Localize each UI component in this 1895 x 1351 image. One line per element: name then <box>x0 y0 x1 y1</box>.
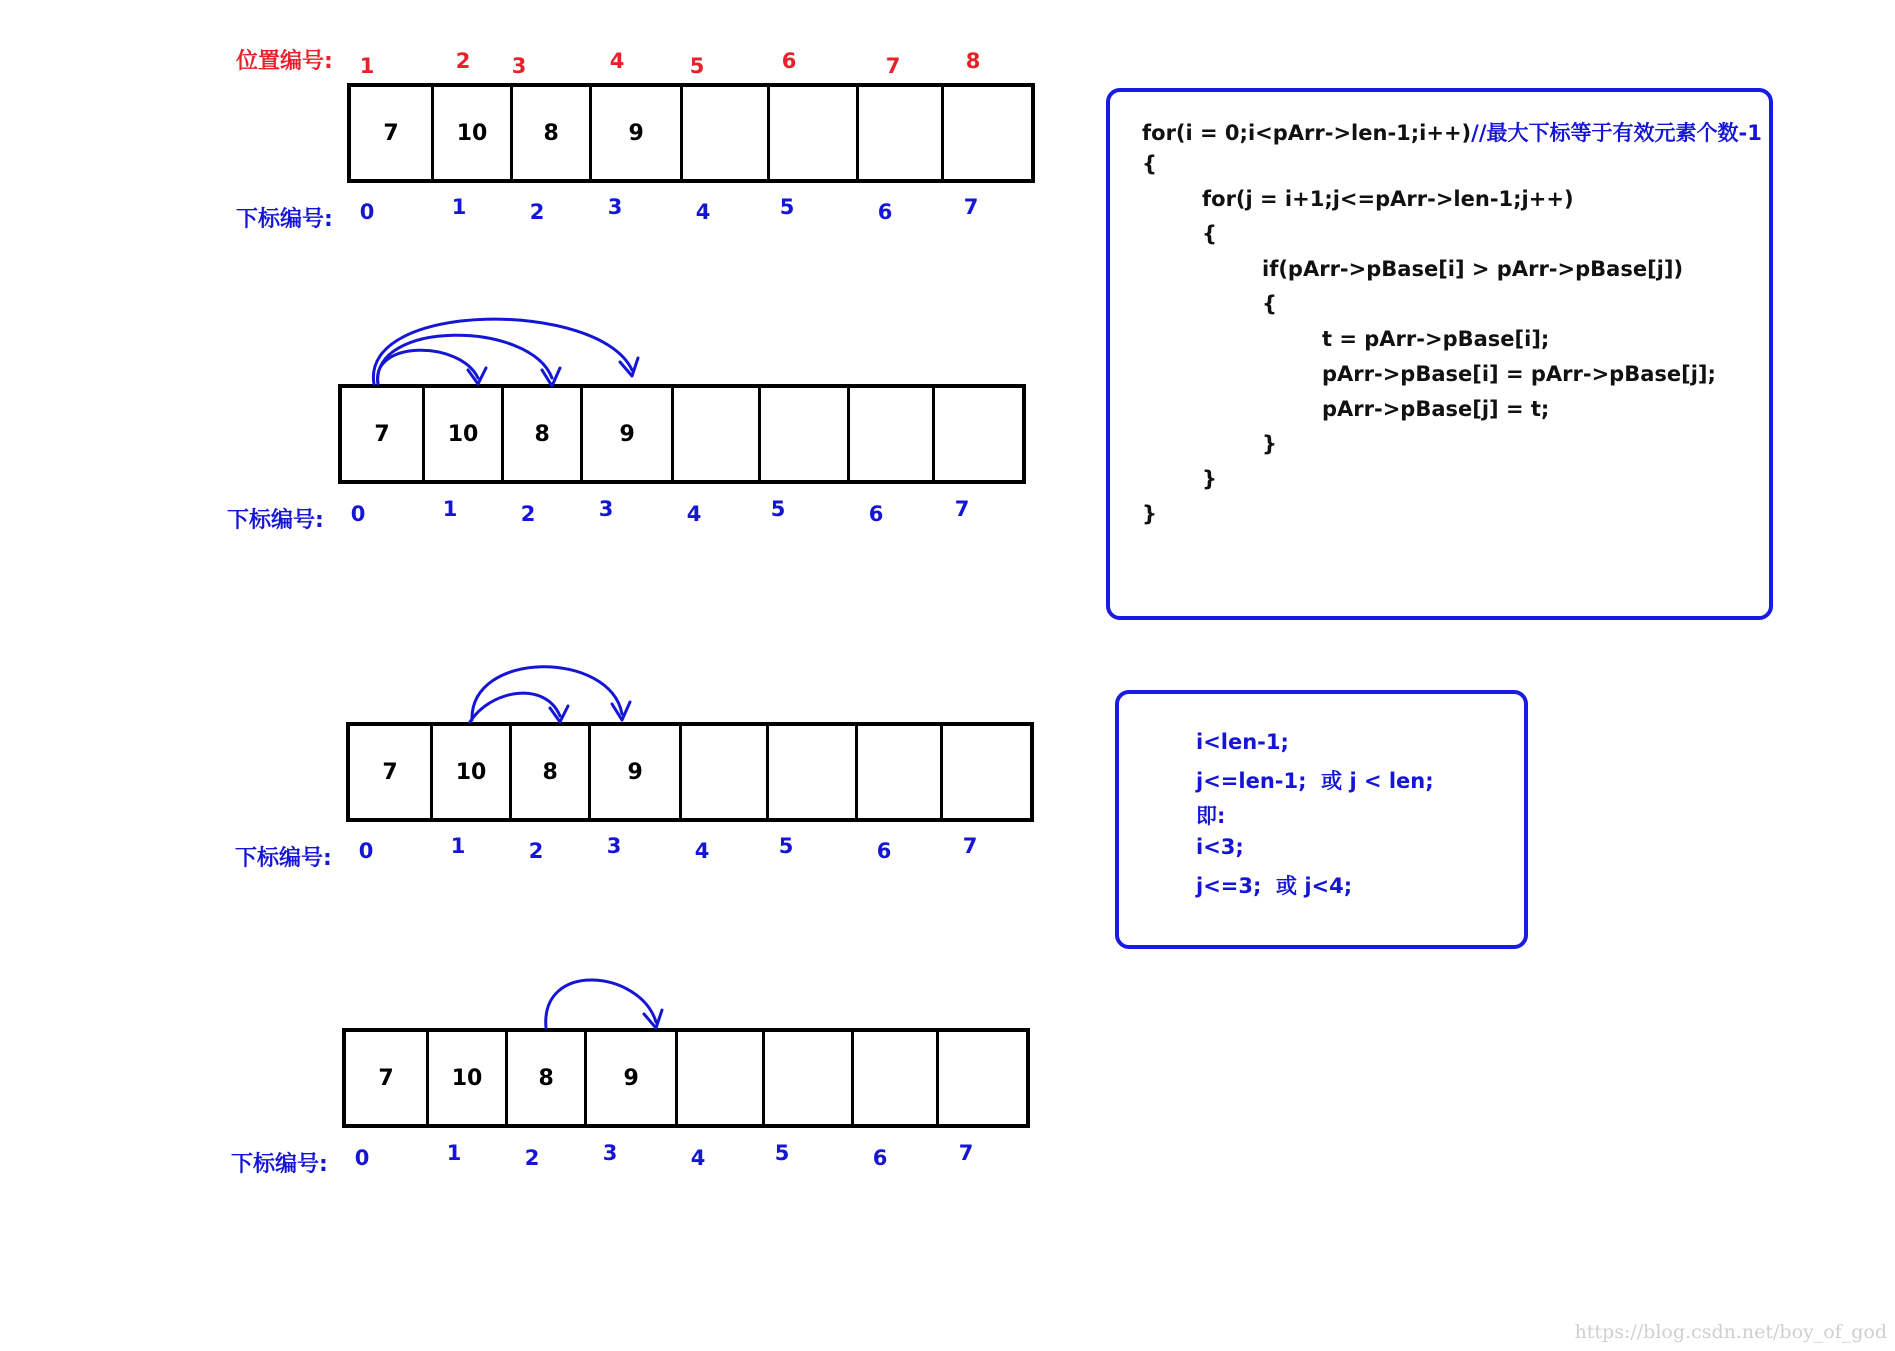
array-diagram-1 <box>347 83 1035 183</box>
array-cell <box>943 726 1030 818</box>
position-number: 6 <box>781 49 797 73</box>
code-text: if(pArr->pBase[i] > pArr->pBase[j]) <box>1262 257 1684 281</box>
arrowhead <box>550 706 568 722</box>
array-cell: 9 <box>583 388 674 480</box>
arrow-0-to-3 <box>373 319 632 384</box>
index-number: 1 <box>442 497 458 521</box>
array-cell: 10 <box>434 87 513 179</box>
index-number: 0 <box>358 839 374 863</box>
array-cell <box>678 1032 765 1124</box>
code-line <box>1202 222 1217 246</box>
array-cell: 9 <box>587 1032 678 1124</box>
index-number: 4 <box>695 200 711 224</box>
notes-box <box>1115 690 1528 949</box>
index-number: 5 <box>778 834 794 858</box>
array-cell: 8 <box>512 726 591 818</box>
array-cell <box>858 726 943 818</box>
code-line <box>1202 467 1217 491</box>
array-cell: 10 <box>433 726 512 818</box>
index-number: 3 <box>602 1141 618 1165</box>
arrowhead <box>468 368 486 384</box>
index-number: 6 <box>877 200 893 224</box>
array-diagram-4 <box>342 1028 1030 1128</box>
index-number: 3 <box>607 195 623 219</box>
arrowhead <box>620 358 638 376</box>
index-number: 4 <box>686 502 702 526</box>
index-label: 下标编号: <box>235 846 332 871</box>
code-text: } <box>1202 467 1217 491</box>
array-cell: 7 <box>342 388 425 480</box>
index-number: 1 <box>451 195 467 219</box>
array-cell <box>850 388 935 480</box>
index-number: 7 <box>954 497 970 521</box>
array-cell <box>769 726 858 818</box>
index-number: 5 <box>770 497 786 521</box>
index-number: 7 <box>962 834 978 858</box>
index-number: 7 <box>958 1141 974 1165</box>
code-box <box>1106 88 1773 620</box>
arrowhead <box>644 1010 662 1028</box>
position-number: 1 <box>359 54 375 78</box>
code-line <box>1322 362 1716 386</box>
index-number: 6 <box>872 1146 888 1170</box>
index-number: 7 <box>963 195 979 219</box>
index-number: 0 <box>359 200 375 224</box>
code-text: pArr->pBase[j] = t; <box>1322 397 1550 421</box>
index-number: 2 <box>528 839 544 863</box>
array-cell: 7 <box>351 87 434 179</box>
array-cell <box>761 388 850 480</box>
array-cell <box>944 87 1031 179</box>
position-number: 2 <box>455 49 471 73</box>
array-cell <box>682 726 769 818</box>
arrow-0-to-1 <box>377 350 478 384</box>
array-cell <box>859 87 944 179</box>
code-text: { <box>1142 152 1157 176</box>
code-text: { <box>1202 222 1217 246</box>
code-line <box>1202 187 1574 211</box>
index-number: 3 <box>598 497 614 521</box>
code-text: } <box>1262 432 1277 456</box>
array-diagram-2 <box>338 384 1026 484</box>
index-number: 1 <box>446 1141 462 1165</box>
watermark: https://blog.csdn.net/boy_of_god <box>1574 1321 1887 1343</box>
array-cell: 8 <box>513 87 592 179</box>
arrow-2-to-3 <box>546 980 656 1028</box>
array-cell <box>854 1032 939 1124</box>
code-line <box>1142 152 1157 176</box>
code-line <box>1262 432 1277 456</box>
code-text: pArr->pBase[i] = pArr->pBase[j]; <box>1322 362 1716 386</box>
index-label: 下标编号: <box>231 1152 328 1177</box>
index-number: 2 <box>529 200 545 224</box>
array-diagram-3 <box>346 722 1034 822</box>
position-number: 8 <box>965 49 981 73</box>
code-comment: //最大下标等于有效元素个数-1 <box>1471 121 1762 145</box>
array-cell <box>935 388 1022 480</box>
array-cell <box>939 1032 1026 1124</box>
array-cell: 7 <box>346 1032 429 1124</box>
code-line <box>1142 117 1762 147</box>
array-cell: 8 <box>504 388 583 480</box>
position-number: 3 <box>511 54 527 78</box>
note-line: 即: <box>1196 804 1226 828</box>
array-cell <box>765 1032 854 1124</box>
arrow-1-to-3 <box>472 667 622 720</box>
array-cell: 10 <box>425 388 504 480</box>
index-number: 3 <box>606 834 622 858</box>
index-number: 4 <box>694 839 710 863</box>
position-number: 7 <box>885 54 901 78</box>
array-cell: 7 <box>350 726 433 818</box>
code-line <box>1322 397 1549 421</box>
code-line <box>1262 292 1277 316</box>
arrow-1-to-2 <box>470 693 560 722</box>
array-cell <box>683 87 770 179</box>
index-number: 0 <box>354 1146 370 1170</box>
index-label: 下标编号: <box>227 508 324 533</box>
array-cell: 9 <box>592 87 683 179</box>
code-text: } <box>1142 502 1157 526</box>
code-text: for(j = i+1;j<=pArr->len-1;j++) <box>1202 187 1574 211</box>
position-label: 位置编号: <box>236 49 333 74</box>
code-text: t = pArr->pBase[i]; <box>1322 327 1550 351</box>
index-number: 5 <box>779 195 795 219</box>
index-number: 6 <box>868 502 884 526</box>
position-number: 4 <box>609 49 625 73</box>
index-number: 2 <box>520 502 536 526</box>
index-number: 5 <box>774 1141 790 1165</box>
code-text: for(i = 0;i<pArr->len-1;i++) <box>1142 121 1472 145</box>
index-number: 4 <box>690 1146 706 1170</box>
code-line <box>1322 327 1549 351</box>
index-number: 1 <box>450 834 466 858</box>
array-cell: 8 <box>508 1032 587 1124</box>
position-number: 5 <box>689 54 705 78</box>
index-label: 下标编号: <box>236 207 333 232</box>
array-cell: 10 <box>429 1032 508 1124</box>
index-number: 2 <box>524 1146 540 1170</box>
code-line <box>1142 502 1157 526</box>
note-line: j<=len-1; 或 j < len; <box>1196 769 1434 793</box>
note-line: j<=3; 或 j<4; <box>1196 874 1353 898</box>
code-text: { <box>1262 292 1277 316</box>
index-number: 6 <box>876 839 892 863</box>
note-line: i<len-1; <box>1196 730 1289 754</box>
note-line: i<3; <box>1196 835 1244 859</box>
index-number: 0 <box>350 502 366 526</box>
array-cell <box>674 388 761 480</box>
arrow-0-to-2 <box>378 335 552 384</box>
code-line <box>1262 257 1683 281</box>
array-cell <box>770 87 859 179</box>
array-cell: 9 <box>591 726 682 818</box>
arrowhead <box>612 702 630 720</box>
